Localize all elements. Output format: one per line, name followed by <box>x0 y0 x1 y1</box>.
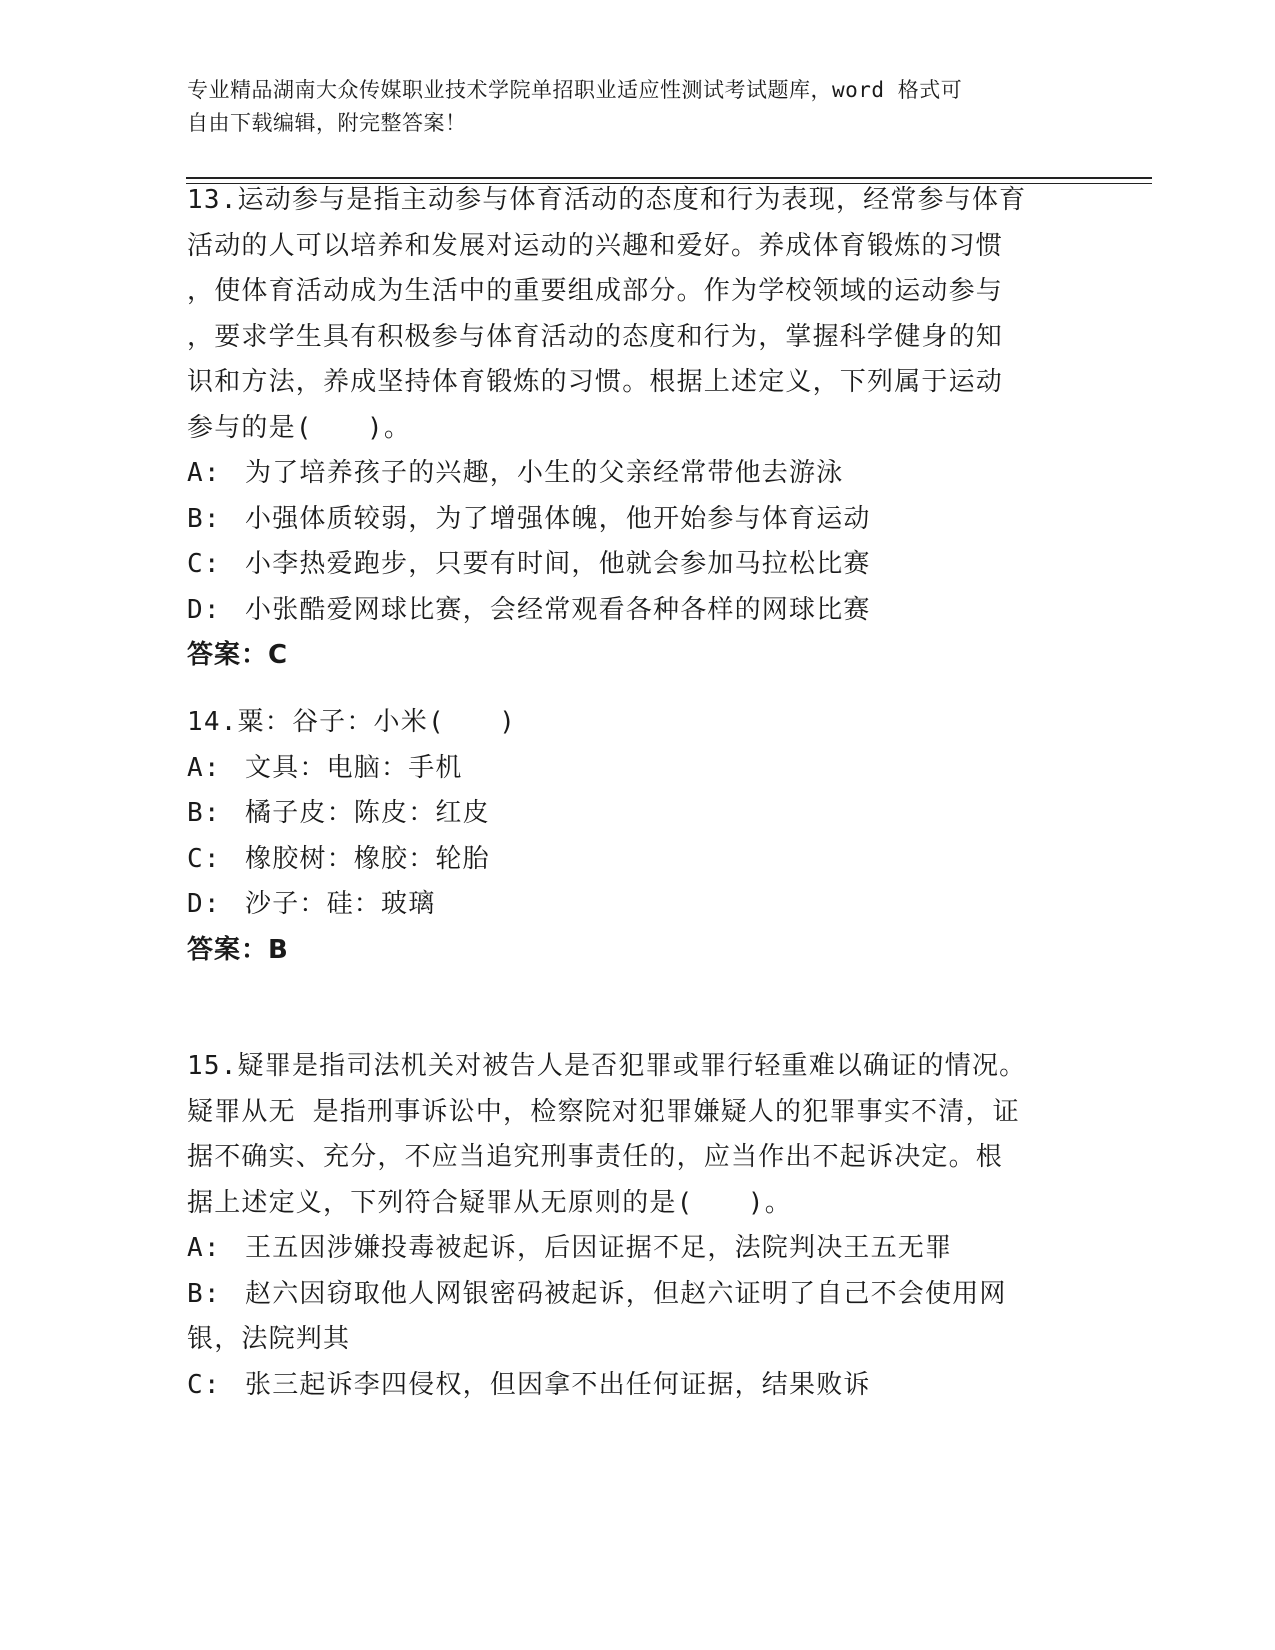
option-key: D: <box>187 889 221 919</box>
option-a <box>187 1226 1087 1272</box>
stem-line: ，要求学生具有积极参与体育活动的态度和行为，掌握科学健身的知 <box>187 321 1004 352</box>
option-c <box>187 542 1087 588</box>
stem-line: ，使体育活动成为生活中的重要组成部分。作为学校领域的运动参与 <box>187 276 1004 306</box>
option-key: C: <box>187 843 221 874</box>
option-text: 沙子：硅：玻璃 <box>245 889 436 919</box>
option-b <box>187 791 1087 837</box>
option-key: B: <box>187 798 221 828</box>
stem-line: 据上述定义，下列符合疑罪从无原则的是( )。 <box>187 1187 792 1218</box>
option-b-continuation <box>187 1317 1087 1363</box>
option-text: 赵六因窃取他人网银密码被起诉，但赵六证明了自己不会使用网 <box>245 1278 1007 1309</box>
header-line: 自由下载编辑，附完整答案！ <box>187 111 467 135</box>
option-a <box>187 746 1087 792</box>
document-header <box>187 74 1067 140</box>
question-15 <box>187 1044 1087 1408</box>
option-text: 银，法院判其 <box>187 1324 351 1354</box>
header-line: 专业精品湖南大众传媒职业技术学院单招职业适应性测试考试题库，word 格式可 <box>187 78 963 102</box>
option-c <box>187 1363 1087 1409</box>
stem-line: 13.运动参与是指主动参与体育活动的态度和行为表现，经常参与体育 <box>187 185 1027 215</box>
option-text: 橡胶树：橡胶：轮胎 <box>245 843 490 874</box>
option-b <box>187 497 1087 543</box>
stem-line: 活动的人可以培养和发展对运动的兴趣和爱好。养成体育锻炼的习惯 <box>187 230 1004 261</box>
option-text: 文具：电脑：手机 <box>245 752 463 783</box>
stem-line: 疑罪从无 是指刑事诉讼中，检察院对犯罪嫌疑人的犯罪事实不清，证 <box>187 1096 1020 1127</box>
option-key: C: <box>187 549 221 579</box>
option-text: 王五因涉嫌投毒被起诉，后因证据不足，法院判决王五无罪 <box>245 1233 953 1263</box>
question-13 <box>187 178 1087 679</box>
option-key: D: <box>187 594 221 625</box>
option-text: 张三起诉李四侵权，但因拿不出任何证据，结果败诉 <box>245 1369 871 1400</box>
stem-line: 据不确实、充分，不应当追究刑事责任的，应当作出不起诉决定。根 <box>187 1142 1004 1172</box>
option-d <box>187 882 1087 928</box>
question-stem <box>187 178 1087 451</box>
stem-line: 15.疑罪是指司法机关对被告人是否犯罪或罪行轻重难以确证的情况。 <box>187 1051 1027 1081</box>
stem-line: 识和方法，养成坚持体育锻炼的习惯。根据上述定义，下列属于运动 <box>187 367 1004 397</box>
option-text: 小李热爱跑步，只要有时间，他就会参加马拉松比赛 <box>245 549 871 579</box>
answer-label: 答案：C <box>187 640 289 670</box>
question-14 <box>187 700 1087 973</box>
option-text: 小张酷爱网球比赛，会经常观看各种各样的网球比赛 <box>245 594 871 625</box>
option-a <box>187 451 1087 497</box>
question-stem <box>187 700 1087 746</box>
option-text: 橘子皮：陈皮：红皮 <box>245 798 490 828</box>
answer-label: 答案：B <box>187 934 289 965</box>
option-b <box>187 1272 1087 1318</box>
option-d <box>187 588 1087 634</box>
option-key: B: <box>187 1278 221 1309</box>
question-stem <box>187 1044 1087 1226</box>
option-key: A: <box>187 1233 221 1263</box>
option-text: 小强体质较弱，为了增强体魄，他开始参与体育运动 <box>245 503 871 534</box>
option-c <box>187 837 1087 883</box>
option-key: A: <box>187 458 221 488</box>
option-key: C: <box>187 1369 221 1400</box>
option-text: 为了培养孩子的兴趣，小生的父亲经常带他去游泳 <box>245 458 844 488</box>
option-key: B: <box>187 503 221 534</box>
stem-line: 14.粟：谷子：小米( ) <box>187 707 517 737</box>
option-key: A: <box>187 752 221 783</box>
stem-line: 参与的是( )。 <box>187 412 412 443</box>
